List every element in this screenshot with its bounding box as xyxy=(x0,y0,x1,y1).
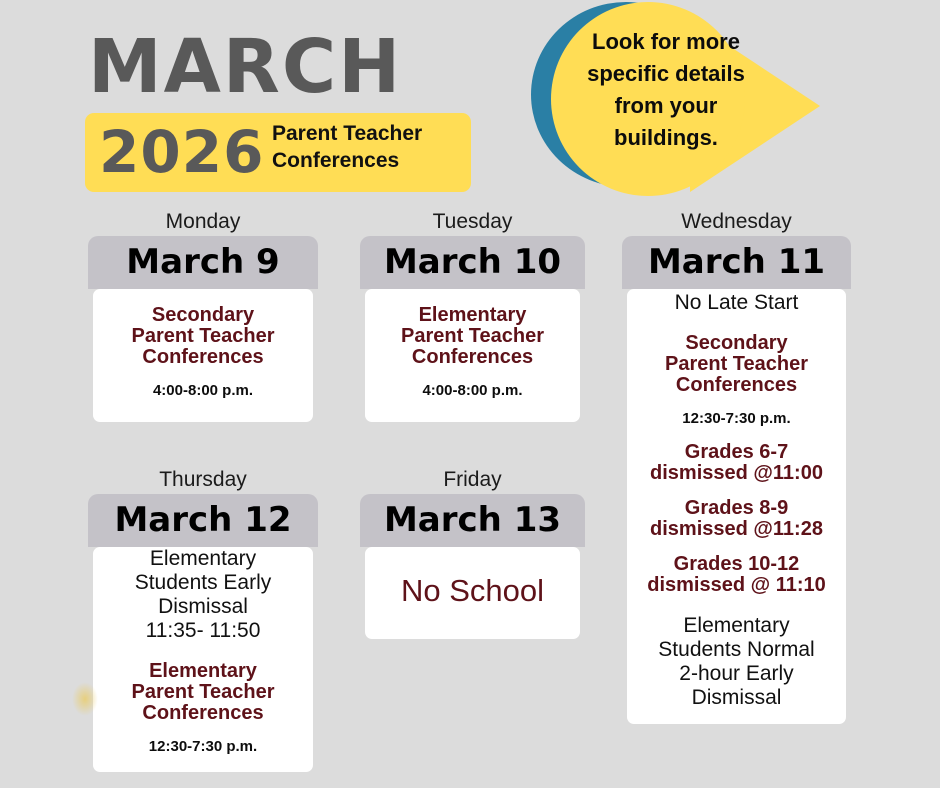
dayname-tuesday: Tuesday xyxy=(432,210,513,233)
callout-line-1: Look for more xyxy=(592,29,740,54)
card-line: No Late Start xyxy=(674,291,799,314)
dayname-friday: Friday xyxy=(443,468,502,491)
card-line: Secondary xyxy=(151,304,255,326)
card-line: Elementary xyxy=(149,660,257,682)
card-line: 2-hour Early xyxy=(679,662,794,685)
day-card-tuesday[interactable] xyxy=(360,236,585,422)
day-card-wednesday[interactable] xyxy=(622,236,851,724)
day-card-body-thursday xyxy=(93,547,313,772)
card-line: Dismissal xyxy=(691,686,782,709)
dayname-monday: Monday xyxy=(165,210,241,233)
card-line: Elementary xyxy=(683,614,790,637)
line-gap xyxy=(635,540,838,554)
line-gap xyxy=(373,368,572,382)
page-subtitle xyxy=(272,120,472,174)
card-line: dismissed @11:00 xyxy=(650,462,823,484)
day-card-date-friday: March 13 xyxy=(360,494,585,547)
callout-line-3: from your xyxy=(614,93,718,118)
line-gap xyxy=(635,484,838,498)
day-card-body-wednesday xyxy=(627,289,846,724)
line-gap xyxy=(101,724,305,738)
day-card-date-tuesday: March 10 xyxy=(360,236,585,289)
page-title-month: MARCH xyxy=(88,24,403,110)
line-gap xyxy=(635,315,838,333)
day-card-thursday[interactable] xyxy=(88,494,318,772)
callout-line-2: specific details xyxy=(587,61,745,86)
line-gap xyxy=(101,368,305,382)
page-subtitle-line-2: Conferences xyxy=(272,149,400,172)
card-line: Students Early xyxy=(134,571,272,594)
day-card-body-monday xyxy=(93,289,313,422)
line-gap xyxy=(101,643,305,661)
card-line: 4:00-8:00 p.m. xyxy=(152,382,254,399)
day-card-body-tuesday xyxy=(365,289,580,422)
card-line: 11:35- 11:50 xyxy=(145,619,261,642)
card-line: Grades 8-9 xyxy=(684,497,789,519)
card-line: Conferences xyxy=(411,346,534,368)
card-line: 12:30-7:30 p.m. xyxy=(682,410,791,427)
card-line: dismissed @ 11:10 xyxy=(647,574,826,596)
card-line: No School xyxy=(400,573,545,608)
card-line: Dismissal xyxy=(158,595,248,618)
callout-text xyxy=(566,26,766,154)
card-line: Parent Teacher xyxy=(664,353,809,375)
card-line: Students Normal xyxy=(658,638,815,661)
day-card-body-friday xyxy=(365,547,580,639)
card-line: Grades 10-12 xyxy=(673,553,800,575)
dayname-wednesday: Wednesday xyxy=(681,210,792,233)
day-card-date-wednesday: March 11 xyxy=(622,236,851,289)
card-line: Elementary xyxy=(418,304,527,326)
line-gap xyxy=(635,428,838,442)
card-line: Grades 6-7 xyxy=(684,441,789,463)
day-card-friday[interactable] xyxy=(360,494,585,639)
line-gap xyxy=(635,596,838,614)
card-line: Parent Teacher xyxy=(400,325,545,347)
line-gap xyxy=(635,396,838,410)
card-line: Conferences xyxy=(142,346,264,368)
day-card-date-thursday: March 12 xyxy=(88,494,318,547)
card-line: Parent Teacher xyxy=(131,325,275,347)
card-line: Elementary xyxy=(149,547,257,570)
card-line: 12:30-7:30 p.m. xyxy=(148,738,258,755)
card-line: Conferences xyxy=(675,374,798,396)
card-line: 4:00-8:00 p.m. xyxy=(422,382,523,399)
page-title-year: 2026 xyxy=(99,118,265,186)
card-line: Parent Teacher xyxy=(131,681,275,703)
card-line: dismissed @11:28 xyxy=(650,518,823,540)
card-line: Secondary xyxy=(685,332,788,354)
decorative-smudge xyxy=(72,682,98,716)
callout-line-4: buildings. xyxy=(614,125,718,150)
card-line: Conferences xyxy=(142,702,264,724)
dayname-thursday: Thursday xyxy=(159,468,247,491)
day-card-date-monday: March 9 xyxy=(88,236,318,289)
page-subtitle-line-1: Parent Teacher xyxy=(272,122,423,145)
day-card-monday[interactable] xyxy=(88,236,318,422)
